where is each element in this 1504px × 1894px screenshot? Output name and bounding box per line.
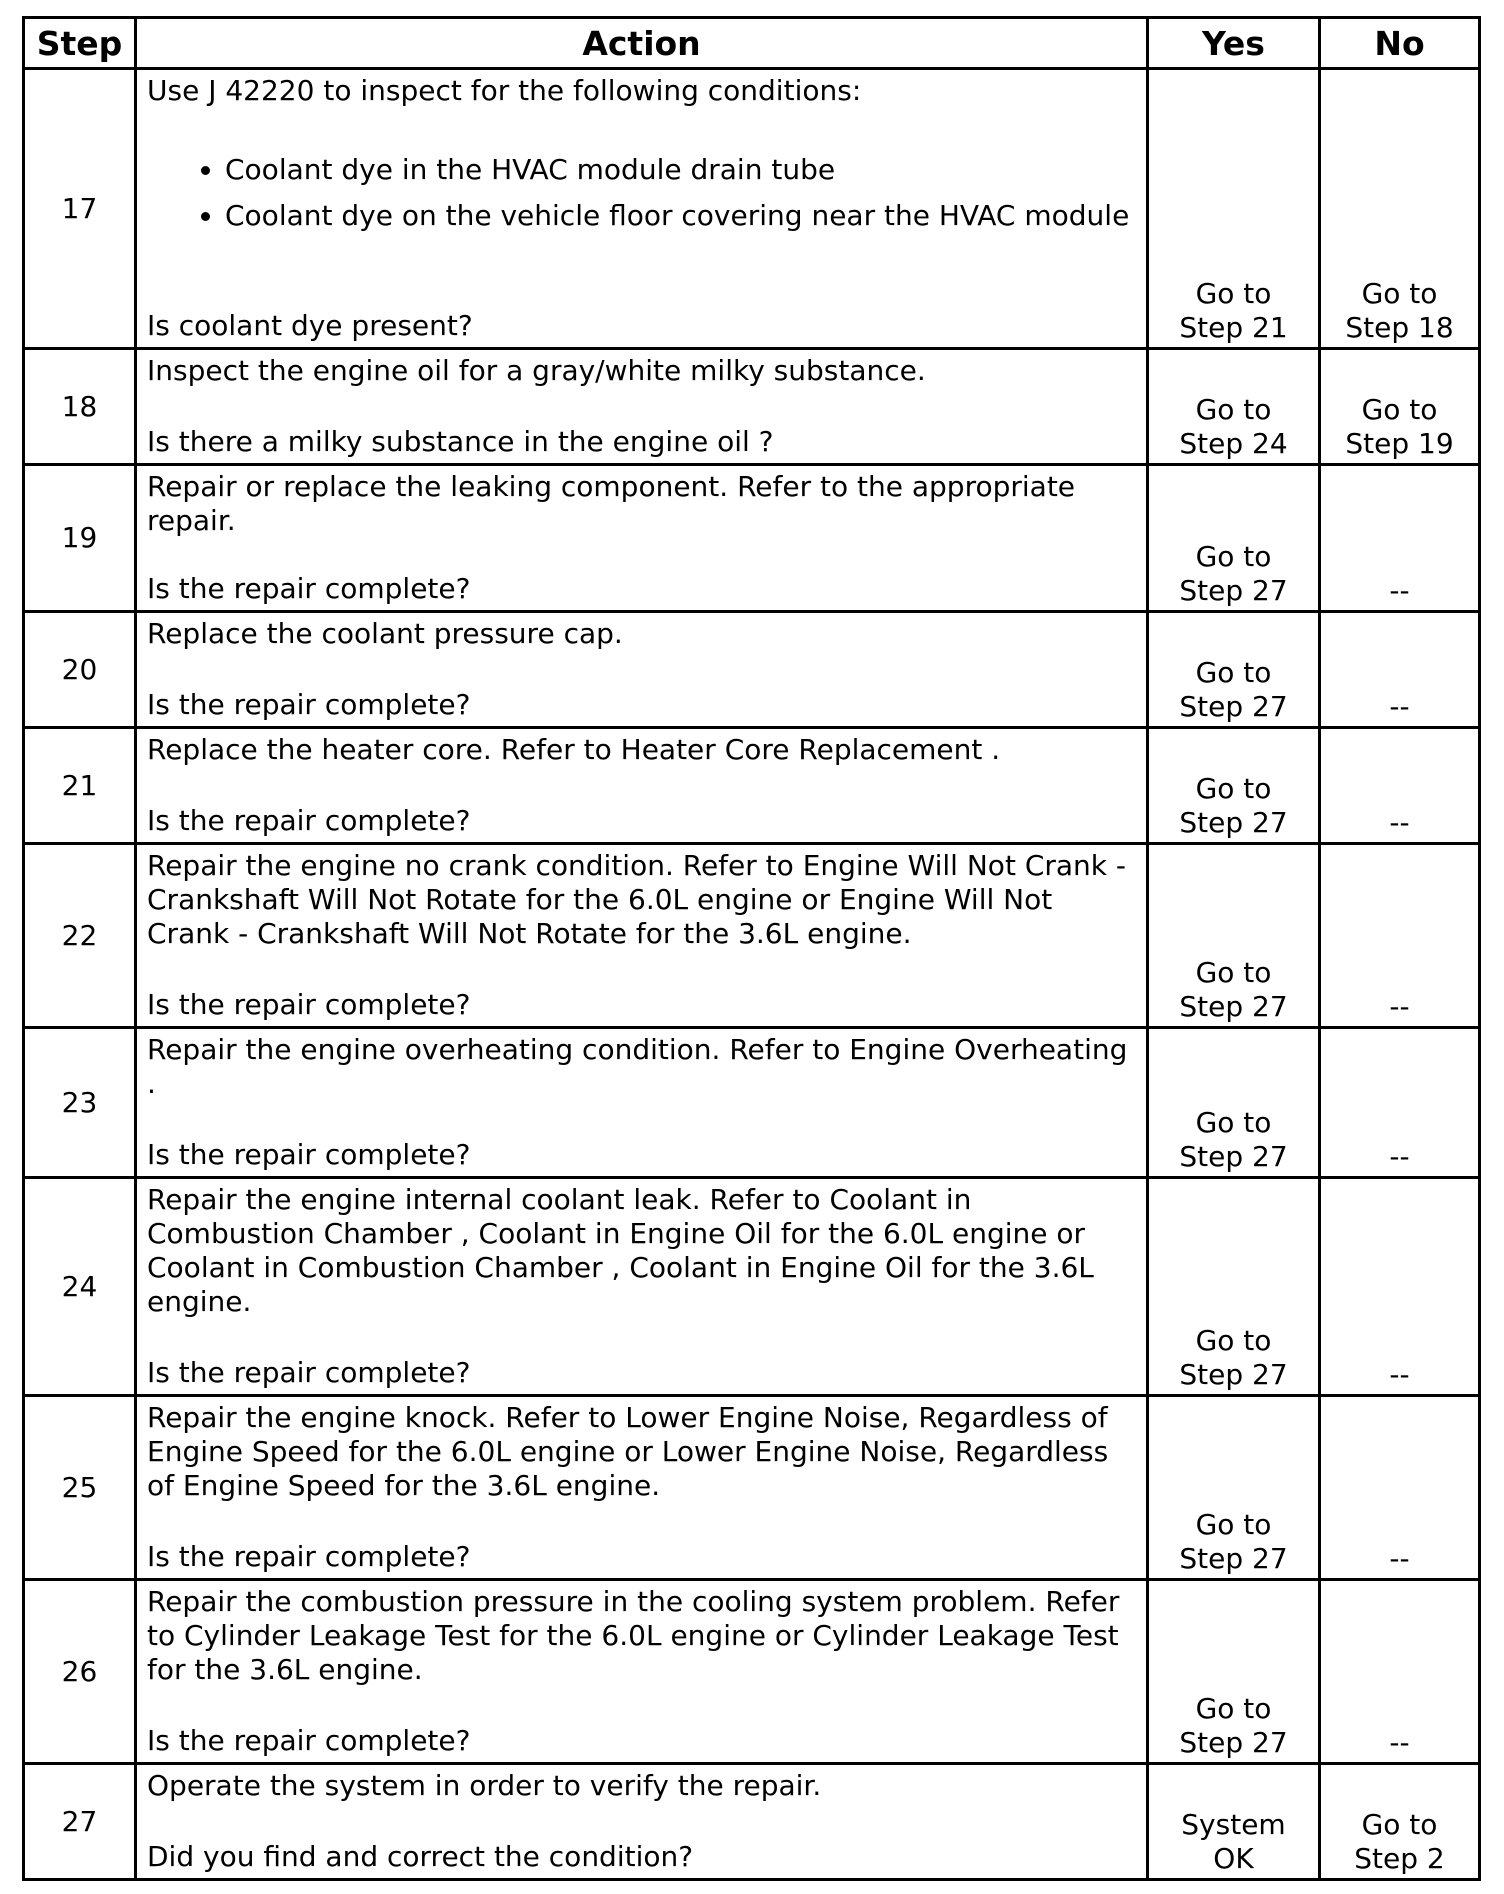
no-result-line: Go to	[1361, 393, 1438, 426]
table-row	[24, 1178, 1480, 1396]
no-result-line: --	[1389, 1140, 1410, 1173]
action-cell	[136, 844, 1148, 1028]
action-content	[147, 74, 1138, 343]
yes-result-cell	[1148, 1580, 1320, 1764]
yes-result-cell	[1148, 465, 1320, 612]
action-cell	[136, 728, 1148, 844]
table-header-row	[24, 18, 1480, 69]
yes-result-line: Step 27	[1179, 990, 1288, 1023]
action-content	[147, 1769, 1138, 1874]
action-cell	[136, 1396, 1148, 1580]
spacer	[147, 1101, 1138, 1138]
yes-result-line: Go to	[1195, 1106, 1272, 1139]
table-row	[24, 1580, 1480, 1764]
action-instruction: Repair the engine knock. Refer to Lower Engine Noise, Regardless of Engine Speed for the 6.0L engine or Lower Engine Noise, Regardless of Engine Speed for the 3.6L engine.	[147, 1401, 1109, 1502]
yes-result-line: Step 24	[1179, 427, 1288, 460]
action-content	[147, 1401, 1138, 1574]
no-result-line: Go to	[1361, 277, 1438, 310]
no-result-cell	[1320, 1178, 1480, 1396]
no-result-cell	[1320, 349, 1480, 465]
spacer	[147, 538, 1138, 572]
action-question: Is the repair complete?	[147, 988, 471, 1021]
no-result-line: --	[1389, 1542, 1410, 1575]
yes-result-cell	[1148, 69, 1320, 349]
yes-result-line: Step 27	[1179, 1140, 1288, 1173]
yes-result-cell	[1148, 1764, 1320, 1880]
action-content	[147, 1585, 1138, 1758]
action-cell	[136, 1178, 1148, 1396]
no-result-cell	[1320, 1396, 1480, 1580]
table-body	[24, 69, 1480, 1880]
yes-result-cell	[1148, 612, 1320, 728]
action-cell	[136, 1764, 1148, 1880]
table-row	[24, 349, 1480, 465]
yes-result-cell	[1148, 1396, 1320, 1580]
yes-result-line: Go to	[1195, 656, 1272, 689]
diagnostic-steps-table	[22, 16, 1481, 1881]
no-result-line: --	[1389, 574, 1410, 607]
action-instruction: Repair the combustion pressure in the cooling system problem. Refer to Cylinder Leakage Test for the 6.0L engine or Cylinder Leakage Test for the 3.6L engine.	[147, 1585, 1120, 1686]
step-column-header: Step	[24, 18, 136, 69]
no-result-line: --	[1389, 806, 1410, 839]
yes-result-line: Go to	[1195, 1324, 1272, 1357]
no-result-cell	[1320, 69, 1480, 349]
table-row	[24, 465, 1480, 612]
yes-result-line: Go to	[1195, 540, 1272, 573]
action-content	[147, 1183, 1138, 1390]
no-result-line: Step 18	[1345, 311, 1454, 344]
action-cell	[136, 465, 1148, 612]
yes-result-line: System	[1181, 1808, 1286, 1841]
yes-result-line: Step 27	[1179, 806, 1288, 839]
yes-result-cell	[1148, 1178, 1320, 1396]
action-question: Is the repair complete?	[147, 688, 471, 721]
yes-result-line: Go to	[1195, 1508, 1272, 1541]
action-question: Is the repair complete?	[147, 1724, 471, 1757]
action-content	[147, 470, 1138, 606]
yes-result-line: Step 27	[1179, 690, 1288, 723]
table-row	[24, 69, 1480, 349]
spacer	[147, 1803, 1138, 1840]
table-row	[24, 844, 1480, 1028]
step-number: 22	[24, 844, 136, 1028]
step-number: 18	[24, 349, 136, 465]
action-instruction: Repair the engine no crank condition. Refer to Engine Will Not Crank - Crankshaft Will Not Rotate for the 6.0L engine or Engine Will Not Crank - Crankshaft Will Not Rotate for the 3.6L engine.	[147, 849, 1127, 950]
no-result-line: --	[1389, 1726, 1410, 1759]
action-instruction: Repair the engine internal coolant leak. Refer to Coolant in Combustion Chamber , Coolant in Engine Oil for the 6.0L engine or Coolant in Combustion Chamber , Coolant in Engine Oil for the 3.6L engine.	[147, 1183, 1094, 1318]
spacer	[147, 951, 1138, 988]
action-cell	[136, 69, 1148, 349]
action-content	[147, 733, 1138, 838]
step-number: 17	[24, 69, 136, 349]
action-question: Is there a milky substance in the engine oil ?	[147, 425, 774, 458]
spacer	[147, 388, 1138, 425]
action-question: Did you find and correct the condition?	[147, 1840, 694, 1873]
yes-result-line: Step 27	[1179, 1726, 1288, 1759]
no-result-line: --	[1389, 990, 1410, 1023]
no-result-line: Go to	[1361, 1808, 1438, 1841]
yes-result-line: Go to	[1195, 1692, 1272, 1725]
table-row	[24, 1028, 1480, 1178]
action-question: Is the repair complete?	[147, 1138, 471, 1171]
yes-result-cell	[1148, 844, 1320, 1028]
no-result-line: --	[1389, 1358, 1410, 1391]
yes-result-cell	[1148, 728, 1320, 844]
action-instruction: Operate the system in order to verify the repair.	[147, 1769, 822, 1802]
table-row	[24, 1396, 1480, 1580]
table-row	[24, 1764, 1480, 1880]
no-result-cell	[1320, 1028, 1480, 1178]
step-number: 21	[24, 728, 136, 844]
action-instruction: Replace the coolant pressure cap.	[147, 617, 623, 650]
no-result-cell	[1320, 1764, 1480, 1880]
yes-result-line: OK	[1213, 1842, 1254, 1875]
yes-result-line: Go to	[1195, 956, 1272, 989]
yes-result-line: Step 27	[1179, 1358, 1288, 1391]
action-question: Is the repair complete?	[147, 1540, 471, 1573]
action-content	[147, 617, 1138, 722]
spacer	[147, 651, 1138, 688]
no-column-header: No	[1320, 18, 1480, 69]
action-question: Is coolant dye present?	[147, 309, 473, 342]
action-content	[147, 354, 1138, 459]
action-cell	[136, 349, 1148, 465]
action-instruction: Inspect the engine oil for a gray/white milky substance.	[147, 354, 926, 387]
step-number: 25	[24, 1396, 136, 1580]
step-number: 19	[24, 465, 136, 612]
yes-result-line: Go to	[1195, 393, 1272, 426]
no-result-line: Step 2	[1354, 1842, 1445, 1875]
condition-list	[147, 153, 1138, 245]
yes-result-line: Step 21	[1179, 311, 1288, 344]
action-instruction: Repair the engine overheating condition. Refer to Engine Overheating .	[147, 1033, 1128, 1100]
step-number: 23	[24, 1028, 136, 1178]
no-result-cell	[1320, 728, 1480, 844]
yes-result-line: Step 27	[1179, 1542, 1288, 1575]
action-question: Is the repair complete?	[147, 804, 471, 837]
condition-list-item: • Coolant dye in the HVAC module drain tube	[225, 153, 1138, 187]
action-content	[147, 849, 1138, 1022]
no-result-cell	[1320, 612, 1480, 728]
action-instruction: Replace the heater core. Refer to Heater Core Replacement .	[147, 733, 1001, 766]
no-result-line: Step 19	[1345, 427, 1454, 460]
no-result-cell	[1320, 1580, 1480, 1764]
step-number: 20	[24, 612, 136, 728]
action-question: Is the repair complete?	[147, 1356, 471, 1389]
step-number: 27	[24, 1764, 136, 1880]
table-row	[24, 728, 1480, 844]
step-number: 24	[24, 1178, 136, 1396]
action-cell	[136, 1580, 1148, 1764]
diagnostic-table-page	[22, 16, 1478, 1881]
spacer	[147, 245, 1138, 309]
no-result-line: --	[1389, 690, 1410, 723]
no-result-cell	[1320, 465, 1480, 612]
action-column-header: Action	[136, 18, 1148, 69]
yes-column-header: Yes	[1148, 18, 1320, 69]
yes-result-line: Go to	[1195, 277, 1272, 310]
action-cell	[136, 1028, 1148, 1178]
spacer	[147, 1687, 1138, 1724]
yes-result-line: Go to	[1195, 772, 1272, 805]
spacer	[147, 767, 1138, 804]
action-question: Is the repair complete?	[147, 572, 471, 605]
no-result-cell	[1320, 844, 1480, 1028]
yes-result-line: Step 27	[1179, 574, 1288, 607]
action-instruction: Use J 42220 to inspect for the following conditions:	[147, 74, 862, 107]
spacer	[147, 1319, 1138, 1356]
yes-result-cell	[1148, 349, 1320, 465]
yes-result-cell	[1148, 1028, 1320, 1178]
action-content	[147, 1033, 1138, 1172]
table-row	[24, 612, 1480, 728]
spacer	[147, 1503, 1138, 1540]
step-number: 26	[24, 1580, 136, 1764]
action-cell	[136, 612, 1148, 728]
action-instruction: Repair or replace the leaking component. Refer to the appropriate repair.	[147, 470, 1076, 537]
condition-list-item: • Coolant dye on the vehicle floor covering near the HVAC module	[225, 199, 1138, 233]
